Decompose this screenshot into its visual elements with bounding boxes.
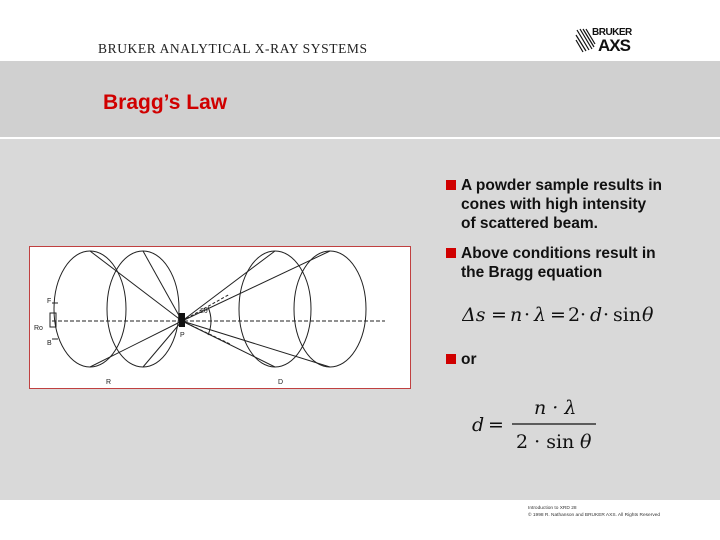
eq2-d: d [472,414,485,436]
cone-line-8 [182,321,330,367]
label-d: D [278,379,284,386]
debye-cone-drawing [30,247,410,388]
eq1-sin: sin [613,304,642,326]
footer-copyright [528,505,660,519]
logo-text-axs: AXS [598,36,630,55]
logo-text-bruker: BRUKER [592,27,632,38]
bullet-item-1 [446,176,662,233]
bullet-1-line-1: A powder sample results in [461,177,662,194]
bullet-marker-icon [446,354,456,364]
label-b: B [47,340,52,347]
diffracted-ray-down [182,321,230,344]
header-brand: BRUKER ANALYTICAL X-RAY SYSTEMS [98,41,368,56]
eq1-d: d [590,304,603,326]
bragg-equation-d [468,394,608,456]
bullet-3-line-1: or [461,351,477,368]
cone-line-5 [182,251,275,321]
bullet-marker-icon [446,248,456,258]
bullet-1-line-2: cones with high intensity [461,196,647,213]
bullet-marker-icon [446,180,456,190]
slide-title: Bragg’s Law [103,91,228,114]
footer-line-2: © 1998 R. Nathanson and BRUKER AXS. All Rights Reserved [528,513,661,518]
cone-ring-right-outer [294,251,366,367]
eq1-n: n [510,304,523,326]
eq1-equals-1: = [491,304,507,326]
eq1-theta: θ [642,304,654,326]
debye-cone-diagram [29,246,411,389]
eq1-dot-2: · [580,304,587,326]
label-r: R [106,379,112,386]
eq1-dot-3: · [603,304,610,326]
eq1-equals-2: = [550,304,566,326]
cone-line-2 [90,321,182,367]
cone-ring-left-inner [107,251,179,367]
bragg-equation-path [462,300,662,330]
eq1-delta-s: Δs [462,304,486,326]
eq1-lambda: λ [534,304,547,326]
bullet-item-3 [446,350,477,369]
bullet-item-2 [446,244,656,282]
eq2-denominator-theta: θ [580,431,592,453]
sample-block [179,313,185,327]
label-p: P [180,332,185,339]
cone-line-1 [90,251,182,321]
eq1-dot-1: · [524,304,531,326]
eq2-denominator: 2 · sin [516,431,575,453]
bullet-2-line-2: the Bragg equation [461,264,603,281]
bullet-2-line-1: Above conditions result in [461,245,656,262]
bullet-1-line-3: of scattered beam. [461,215,598,232]
cone-ring-left-outer [54,251,126,367]
eq2-numerator: n · λ [534,397,577,419]
eq1-two: 2 [568,304,581,326]
label-ro: Ro [34,325,43,332]
label-2theta: 2θ [200,308,208,315]
eq2-equals: = [488,414,504,436]
cone-line-4 [143,321,182,367]
footer-line-1: Introduction to XRD 28 [528,506,577,511]
label-f: F [47,298,52,305]
